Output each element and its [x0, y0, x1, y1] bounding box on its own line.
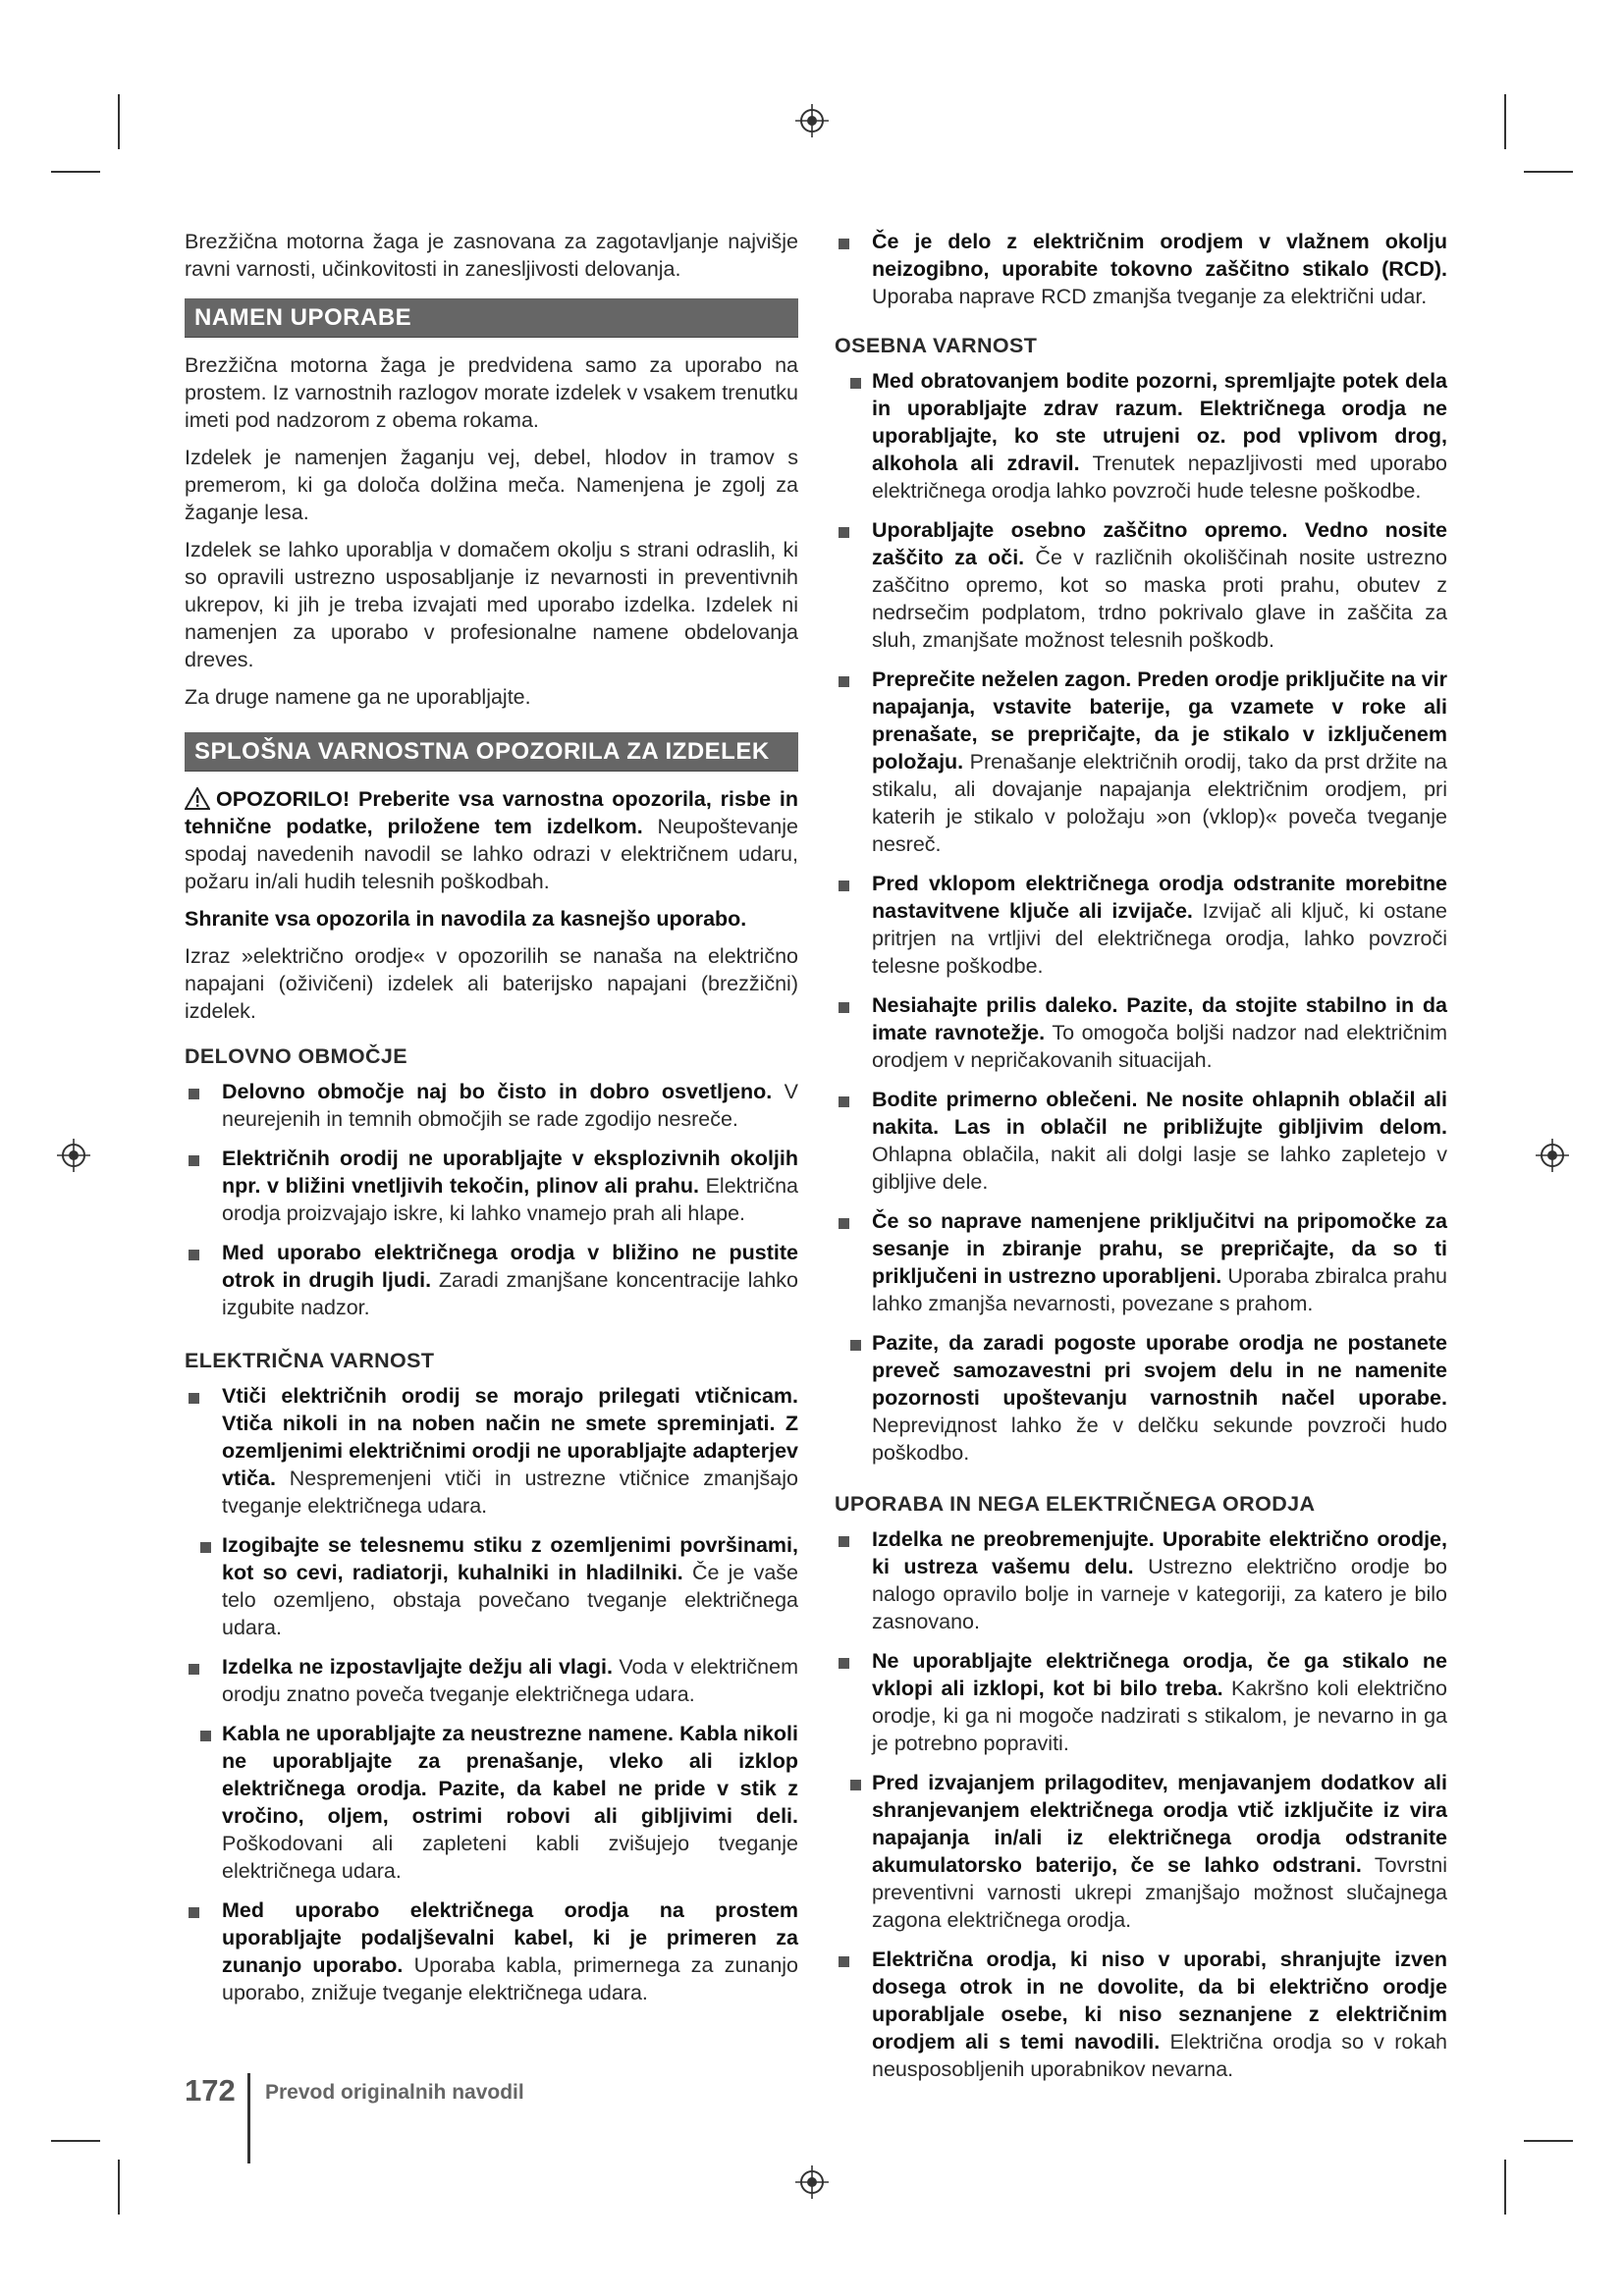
registration-mark-icon — [57, 1139, 90, 1172]
bullet-item: Izdelka ne preobremenjujte. Uporabite električno orodje, ki ustreza vašemu delu. Ustrezno električno orodje bo nalogo opravilo bolje in varneje v kategoriji, za katero je bilo zasnovano. — [835, 1525, 1447, 1635]
crop-mark — [118, 2160, 120, 2215]
crop-mark — [118, 94, 120, 149]
warning-bold-text: OPOZORILO! Preberite vsa varnostna opozorila, risbe in tehnične podatke, priložene tem izdelkom. — [185, 787, 798, 838]
intro-paragraph: Brezžična motorna žaga je zasnovana za zagotavljanje najvišje ravni varnosti, učinkovitosti in zanesljivosti delovanja. — [185, 230, 798, 281]
right-column — [835, 228, 1447, 2095]
section-banner-splosna: SPLOŠNA VARNOSTNA OPOZORILA ZA IZDELEK — [185, 732, 798, 772]
save-instructions: Shranite vsa opozorila in navodila za kasnejšo uporabo. — [185, 907, 747, 931]
subheading-uporaba: UPORABA IN NEGA ELEKTRIČNEGA ORODJA — [835, 1492, 1316, 1516]
registration-mark-icon — [1536, 1139, 1569, 1172]
bullet-item: Uporabljajte osebno zaščitno opremo. Vedno nosite zaščito za oči. Če v različnih okoliščinah nosite ustrezno zaščitno opremo, kot so maska proti prahu, obutev z nedrsečim podplatom, trdno pokrivalo glave in zaščita za sluh, zmanjšate možnost telesnih poškodb. — [835, 516, 1447, 654]
bullet-item: Nesiahajte prilis daleko. Pazite, da stojite stabilno in da imate ravnotežje. To omogoča boljši nadzor nad električnim orodjem v nepričakovanih situacijah. — [835, 991, 1447, 1074]
bullet-item: Med uporabo električnega orodja na prostem uporabljajte podaljševalni kabel, ki je primeren za zunanjo uporabo. Uporaba kabla, primernega za zunanjo uporabo, znižuje tveganje električnega udara. — [185, 1896, 798, 2006]
bullet-item: Pred vklopom električnega orodja odstranite morebitne nastavitvene ključe ali izvijače. Izvijač ali ključ, ki ostane pritrjen na vrtljivi del električnega orodja, lahko povzroči telesne poškodbe. — [835, 870, 1447, 980]
bullet-item: Preprečite neželen zagon. Preden orodje priključite na vir napajanja, vstavite baterije, ga vzamete v roke ali prenašate, se prepričajte, da je stikalo v izključenem položaju. Prenašanje električnih orodij, tako da prst držite na stikalu, ali dovajanje napajanja električnim orodjem, pri katerih je stikalo v položaju »on (vklop)« poveča tveganje nesreč. — [835, 666, 1447, 858]
namen-paragraph: Izdelek se lahko uporablja v domačem okolju s strani odraslih, ki so opravili ustrezno usposabljanje iz nevarnosti in preventivnih ukrepov, ki jih je treba izvajati med uporabo izdelka. Izdelek ni namenjen za uporabo v profesionalne namene obdelovanja dreves. — [185, 538, 798, 671]
crop-mark — [51, 2140, 100, 2142]
crop-mark — [1504, 2160, 1506, 2215]
bullet-item: Električna orodja, ki niso v uporabi, shranjujte izven dosega otrok in ne dovolite, da bi električno orodje uporabljale osebe, ki niso seznanjene z električnim orodjem ali s temi navodili. Električna orodja so v rokah neusposobljenih uporabnikov nevarna. — [835, 1946, 1447, 2083]
namen-paragraph: Brezžična motorna žaga je predvidena samo za uporabo na prostem. Iz varnostnih razlogov morate izdelek v vsakem trenutku imeti pod nadzorom z obema rokama. — [185, 353, 798, 432]
page-number: 172 — [185, 2073, 236, 2108]
crop-mark — [1504, 94, 1506, 149]
bullet-item: Med uporabo električnega orodja v bližino ne pustite otrok in drugih ljudi. Zaradi zmanjšane koncentracije lahko izgubite nadzor. — [185, 1239, 798, 1321]
section-banner-namen: NAMEN UPORABE — [185, 298, 798, 338]
namen-paragraph: Za druge namene ga ne uporabljajte. — [185, 685, 531, 709]
bullet-item: Bodite primerno oblečeni. Ne nosite ohlapnih oblačil ali nakita. Las in oblačil ne približujte gibljivim delom. Ohlapna oblačila, nakit ali dolgi lasje se lahko zapletejo v gibljive dele. — [835, 1086, 1447, 1196]
bullet-item: Izdelka ne izpostavljajte dežju ali vlagi. Voda v električnem orodju znatno poveča tveganje električnega udara. — [185, 1653, 798, 1708]
crop-mark — [1524, 171, 1573, 173]
subheading-elektricna: ELEKTRIČNA VARNOST — [185, 1349, 435, 1372]
subheading-delovno: DELOVNO OBMOČJE — [185, 1044, 407, 1068]
bullet-item: Pazite, da zaradi pogoste uporabe orodja ne postanete preveč samozavestni pri svojem delu in ne namenite pozornosti upoštevanju varnostnih načel uporabe. Nepreviдnost lahko že v delčku sekunde povzroči hudo poškodbo. — [848, 1329, 1447, 1467]
registration-mark-icon — [795, 104, 829, 137]
warning-text: Neupoštevanje spodaj navedenih navodil se lahko odrazi v električnem udaru, požaru in/ali hudih telesnih poškodbah. — [185, 815, 798, 893]
bullet-item: Izogibajte se telesnemu stiku z ozemljenimi površinami, kot so cevi, radiatorji, kuhalniki in hladilniki. Če je vaše telo ozemljeno, obstaja povečano tveganje električnega udara. — [198, 1531, 798, 1641]
left-column — [185, 228, 798, 2018]
crop-mark — [1524, 2140, 1573, 2142]
registration-mark-icon — [795, 2165, 829, 2199]
bullet-item: Kabla ne uporabljajte za neustrezne namene. Kabla nikoli ne uporabljajte za prenašanje, vleko ali izklop električnega orodja. Pazite, da kabel ne pride v stik z vročino, oljem, ostrimi robovi ali gibljivimi deli. Poškodovani ali zapleteni kabli zvišujejo tveganje električnega udara. — [198, 1720, 798, 1885]
bullet-item: Vtiči električnih orodij se morajo prilegati vtičnicam. Vtiča nikoli in na noben način ne smete spreminjati. Z ozemljenimi električnimi orodji ne uporabljajte adapterjev vtiča. Nespremenjeni vtiči in ustrezne vtičnice zmanjšajo tveganje električnega udara. — [185, 1382, 798, 1520]
footer-divider — [247, 2073, 250, 2163]
bullet-item: Če je delo z električnim orodjem v vlažnem okolju neizogibno, uporabite tokovno zaščitno stikalo (RCD). Uporaba naprave RCD zmanjša tveganje za električni udar. — [835, 228, 1447, 310]
term-definition: Izraz »električno orodje« v opozorilih se nanaša na električno napajani (oživičeni) izdelek ali baterijsko napajani (brezžični) izdelek. — [185, 944, 798, 1023]
crop-mark — [51, 171, 100, 173]
warning-paragraph — [185, 785, 798, 895]
bullet-item: Ne uporabljajte električnega orodja, če ga stikalo ne vklopi ali izklopi, kot bi bilo treba. Kakršno koli električno orodje, ki ga ni mogoče nadzirati s stikalom, je nevarno in ga je potrebno popraviti. — [835, 1647, 1447, 1757]
bullet-item: Med obratovanjem bodite pozorni, spremljajte potek dela in uporabljajte zdrav razum. Električnega orodja ne uporabljajte, ko ste utrujeni oz. pod vplivom drog, alkohola ali zdravil. Trenutek nepazljivosti med uporabo električnega orodja lahko povzroči hude telesne poškodbe. — [848, 367, 1447, 505]
bullet-item: Električnih orodij ne uporabljajte v eksplozivnih okoljih npr. v bližini vnetljivih tekočin, plinov ali prahu. Električna orodja proizvajajo iskre, ki lahko vnamejo prah ali hlape. — [185, 1145, 798, 1227]
warning-triangle-icon — [185, 787, 210, 810]
bullet-item: Delovno območje naj bo čisto in dobro osvetljeno. V neurejenih in temnih območjih se rade zgodijo nesreče. — [185, 1078, 798, 1133]
bullet-item: Pred izvajanjem prilagoditev, menjavanjem dodatkov ali shranjevanjem električnega orodja vtič izključite iz vira napajanja in/ali iz električnega orodja odstranite akumulatorsko baterijo, če se lahko odstrani. Tovrstni preventivni varnosti ukrepi zmanjšajo možnost slučajnega zagona električnega orodja. — [848, 1769, 1447, 1934]
subheading-osebna: OSEBNA VARNOST — [835, 334, 1038, 357]
bullet-item: Če so naprave namenjene priključitvi na pripomočke za sesanje in zbiranje prahu, se prepričajte, da so ti priključeni in ustrezno uporabljeni. Uporaba zbiralca prahu lahko zmanjša nevarnosti, povezane s prahom. — [835, 1207, 1447, 1317]
namen-paragraph: Izdelek je namenjen žaganju vej, debel, hlodov in tramov s premerom, ki ga določa dolžina meča. Namenjena je zgolj za žaganje lesa. — [185, 446, 798, 524]
footer-title: Prevod originalnih navodil — [265, 2081, 524, 2104]
